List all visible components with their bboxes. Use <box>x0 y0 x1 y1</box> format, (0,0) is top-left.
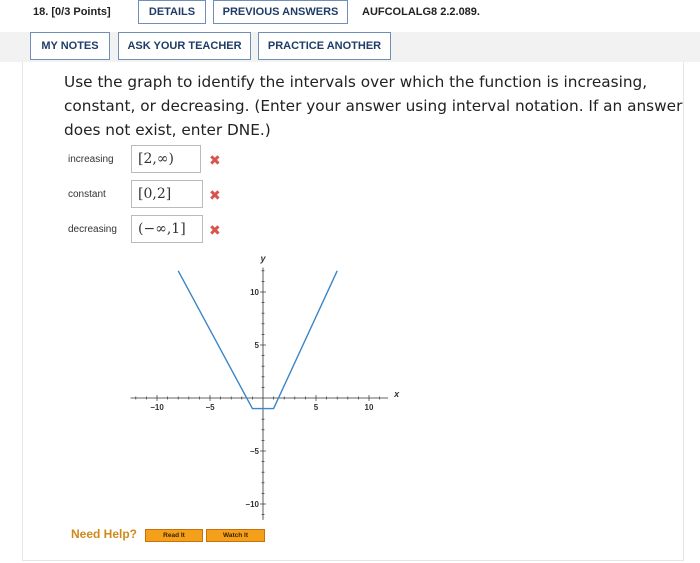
x-tick-label: 5 <box>313 403 319 412</box>
answer-label-increasing: increasing <box>68 154 114 165</box>
incorrect-icon: ✖ <box>209 187 221 203</box>
question-number-text: 18. <box>33 6 49 18</box>
read-it-button[interactable]: Read It <box>145 529 203 542</box>
x-tick-label: −5 <box>205 403 215 412</box>
y-tick-label: −5 <box>249 447 259 456</box>
previous-answers-button[interactable]: PREVIOUS ANSWERS <box>213 0 348 24</box>
y-axis-label: y <box>260 253 266 264</box>
my-notes-button[interactable]: MY NOTES <box>30 32 110 60</box>
y-tick-label: 10 <box>250 288 259 297</box>
watch-it-button[interactable]: Watch It <box>206 529 265 542</box>
answer-input-decreasing[interactable]: (−∞,1] <box>131 215 203 243</box>
need-help-label: Need Help? <box>71 527 138 541</box>
practice-another-button[interactable]: PRACTICE ANOTHER <box>258 32 391 60</box>
answer-input-increasing[interactable]: [2,∞) <box>131 145 201 173</box>
incorrect-icon: ✖ <box>209 152 221 168</box>
y-tick-label: −10 <box>245 500 259 509</box>
y-tick-label: 5 <box>254 341 259 350</box>
problem-code: AUFCOLALG8 2.2.089. <box>362 6 480 18</box>
incorrect-icon: ✖ <box>209 222 221 238</box>
ask-your-teacher-button[interactable]: ASK YOUR TEACHER <box>118 32 251 60</box>
points-text: [0/3 Points] <box>51 6 111 18</box>
answer-label-constant: constant <box>68 189 106 200</box>
x-tick-label: −10 <box>150 403 164 412</box>
answer-input-constant[interactable]: [0,2] <box>131 180 203 208</box>
question-number <box>33 6 111 18</box>
x-axis-label: x <box>394 389 400 399</box>
question-toolbar <box>0 32 700 62</box>
details-button[interactable]: DETAILS <box>138 0 206 24</box>
question-header <box>0 0 700 26</box>
x-tick-label: 10 <box>364 403 374 412</box>
question-prompt: Use the graph to identify the intervals over which the function is increasing, constant, or decreasing. (Enter your answer using interval notation. If an answer does not exist, enter DNE.) <box>64 73 683 139</box>
answer-label-decreasing: decreasing <box>68 224 117 235</box>
